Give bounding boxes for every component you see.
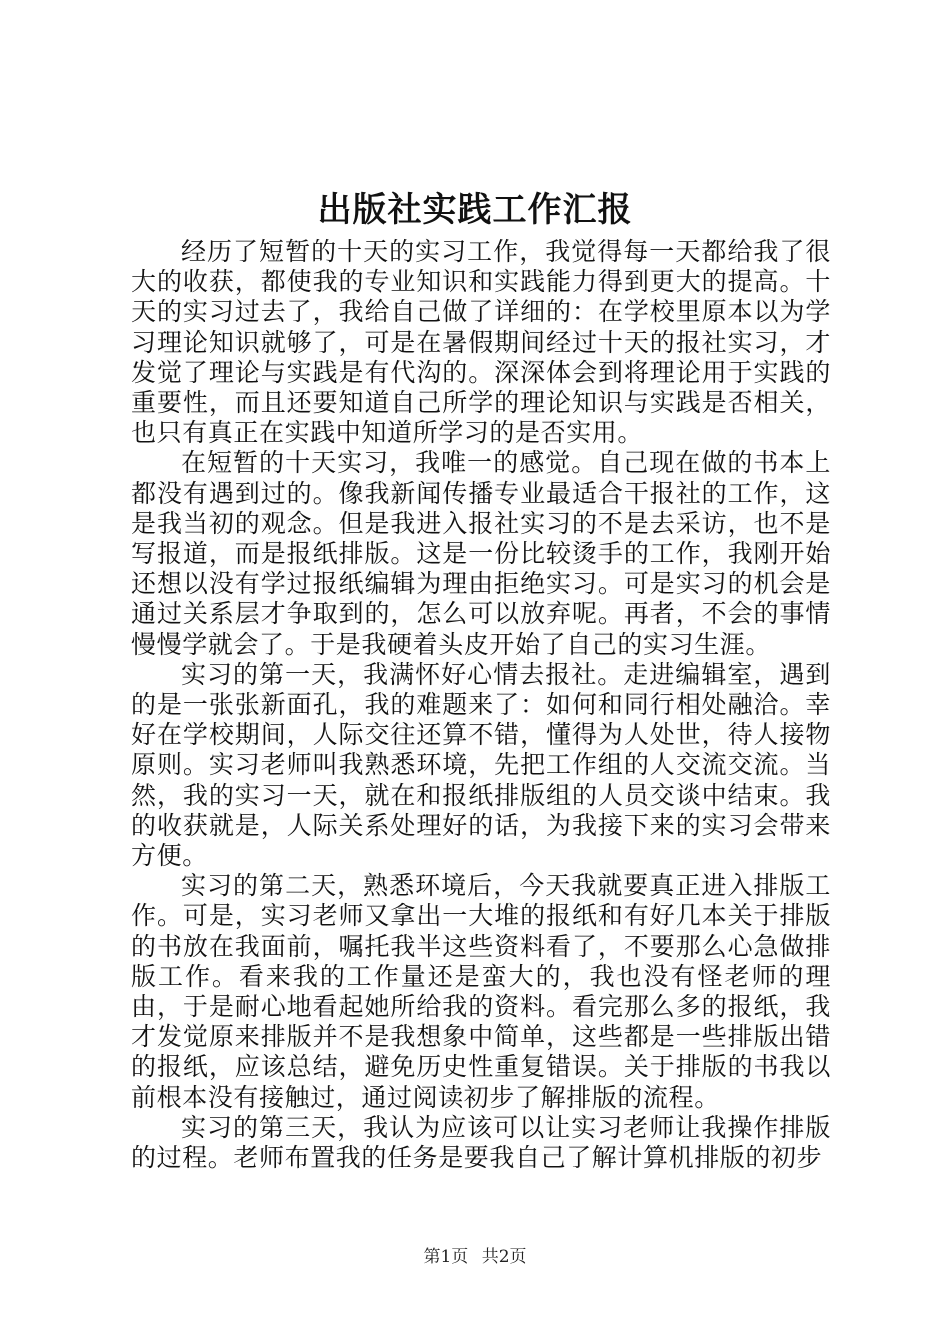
paragraph-5: 实习的第三天，我认为应该可以让实习老师让我操作排版的过程。老师布置我的任务是要我自己了解计算机排版的初步 [131, 1112, 831, 1173]
paragraph-3: 实习的第一天，我满怀好心情去报社。走进编辑室，遇到的是一张张新面孔，我的难题来了：如何和同行相处融洽。幸好在学校期间，人际交往还算不错，懂得为人处世，待人接物原则。实习老师叫我熟悉环境，先把工作组的人交流交流。当然，我的实习一天，就在和报纸排版组的人员交谈中结束。我的收获就是，人际关系处理好的话，为我接下来的实习会带来方便。 [131, 659, 831, 871]
document-body [131, 237, 831, 1173]
page-total: 共2页 [481, 1247, 527, 1267]
page-number: 第1页 [423, 1247, 469, 1267]
paragraph-1: 经历了短暂的十天的实习工作，我觉得每一天都给我了很大的收获，都使我的专业知识和实践能力得到更大的提高。十天的实习过去了，我给自己做了详细的：在学校里原本以为学习理论知识就够了，可是在暑假期间经过十天的报社实习，才发觉了理论与实践是有代沟的。深深体会到将理论用于实践的重要性，而且还要知道自己所学的理论知识与实践是否相关，也只有真正在实践中知道所学习的是否实用。 [131, 237, 831, 448]
paragraph-2: 在短暂的十天实习，我唯一的感觉。自己现在做的书本上都没有遇到过的。像我新闻传播专业最适合干报社的工作，这是我当初的观念。但是我进入报社实习的不是去采访，也不是写报道，而是报纸排版。这是一份比较烫手的工作，我刚开始还想以没有学过报纸编辑为理由拒绝实习。可是实习的机会是通过关系层才争取到的，怎么可以放弃呢。再者，不会的事情慢慢学就会了。于是我硬着头皮开始了自己的实习生涯。 [131, 448, 831, 659]
document-title: 出版社实践工作汇报 [317, 190, 633, 230]
page-footer [0, 1246, 950, 1268]
paragraph-4: 实习的第二天，熟悉环境后，今天我就要真正进入排版工作。可是，实习老师又拿出一大堆的报纸和有好几本关于排版的书放在我面前，嘱托我半这些资料看了，不要那么心急做排版工作。看来我的工作量还是蛮大的，我也没有怪老师的理由，于是耐心地看起她所给我的资料。看完那么多的报纸，我才发觉原来排版并不是我想象中简单，这些都是一些排版出错的报纸，应该总结，避免历史性重复错误。关于排版的书我以前根本没有接触过，通过阅读初步了解排版的流程。 [131, 871, 831, 1112]
